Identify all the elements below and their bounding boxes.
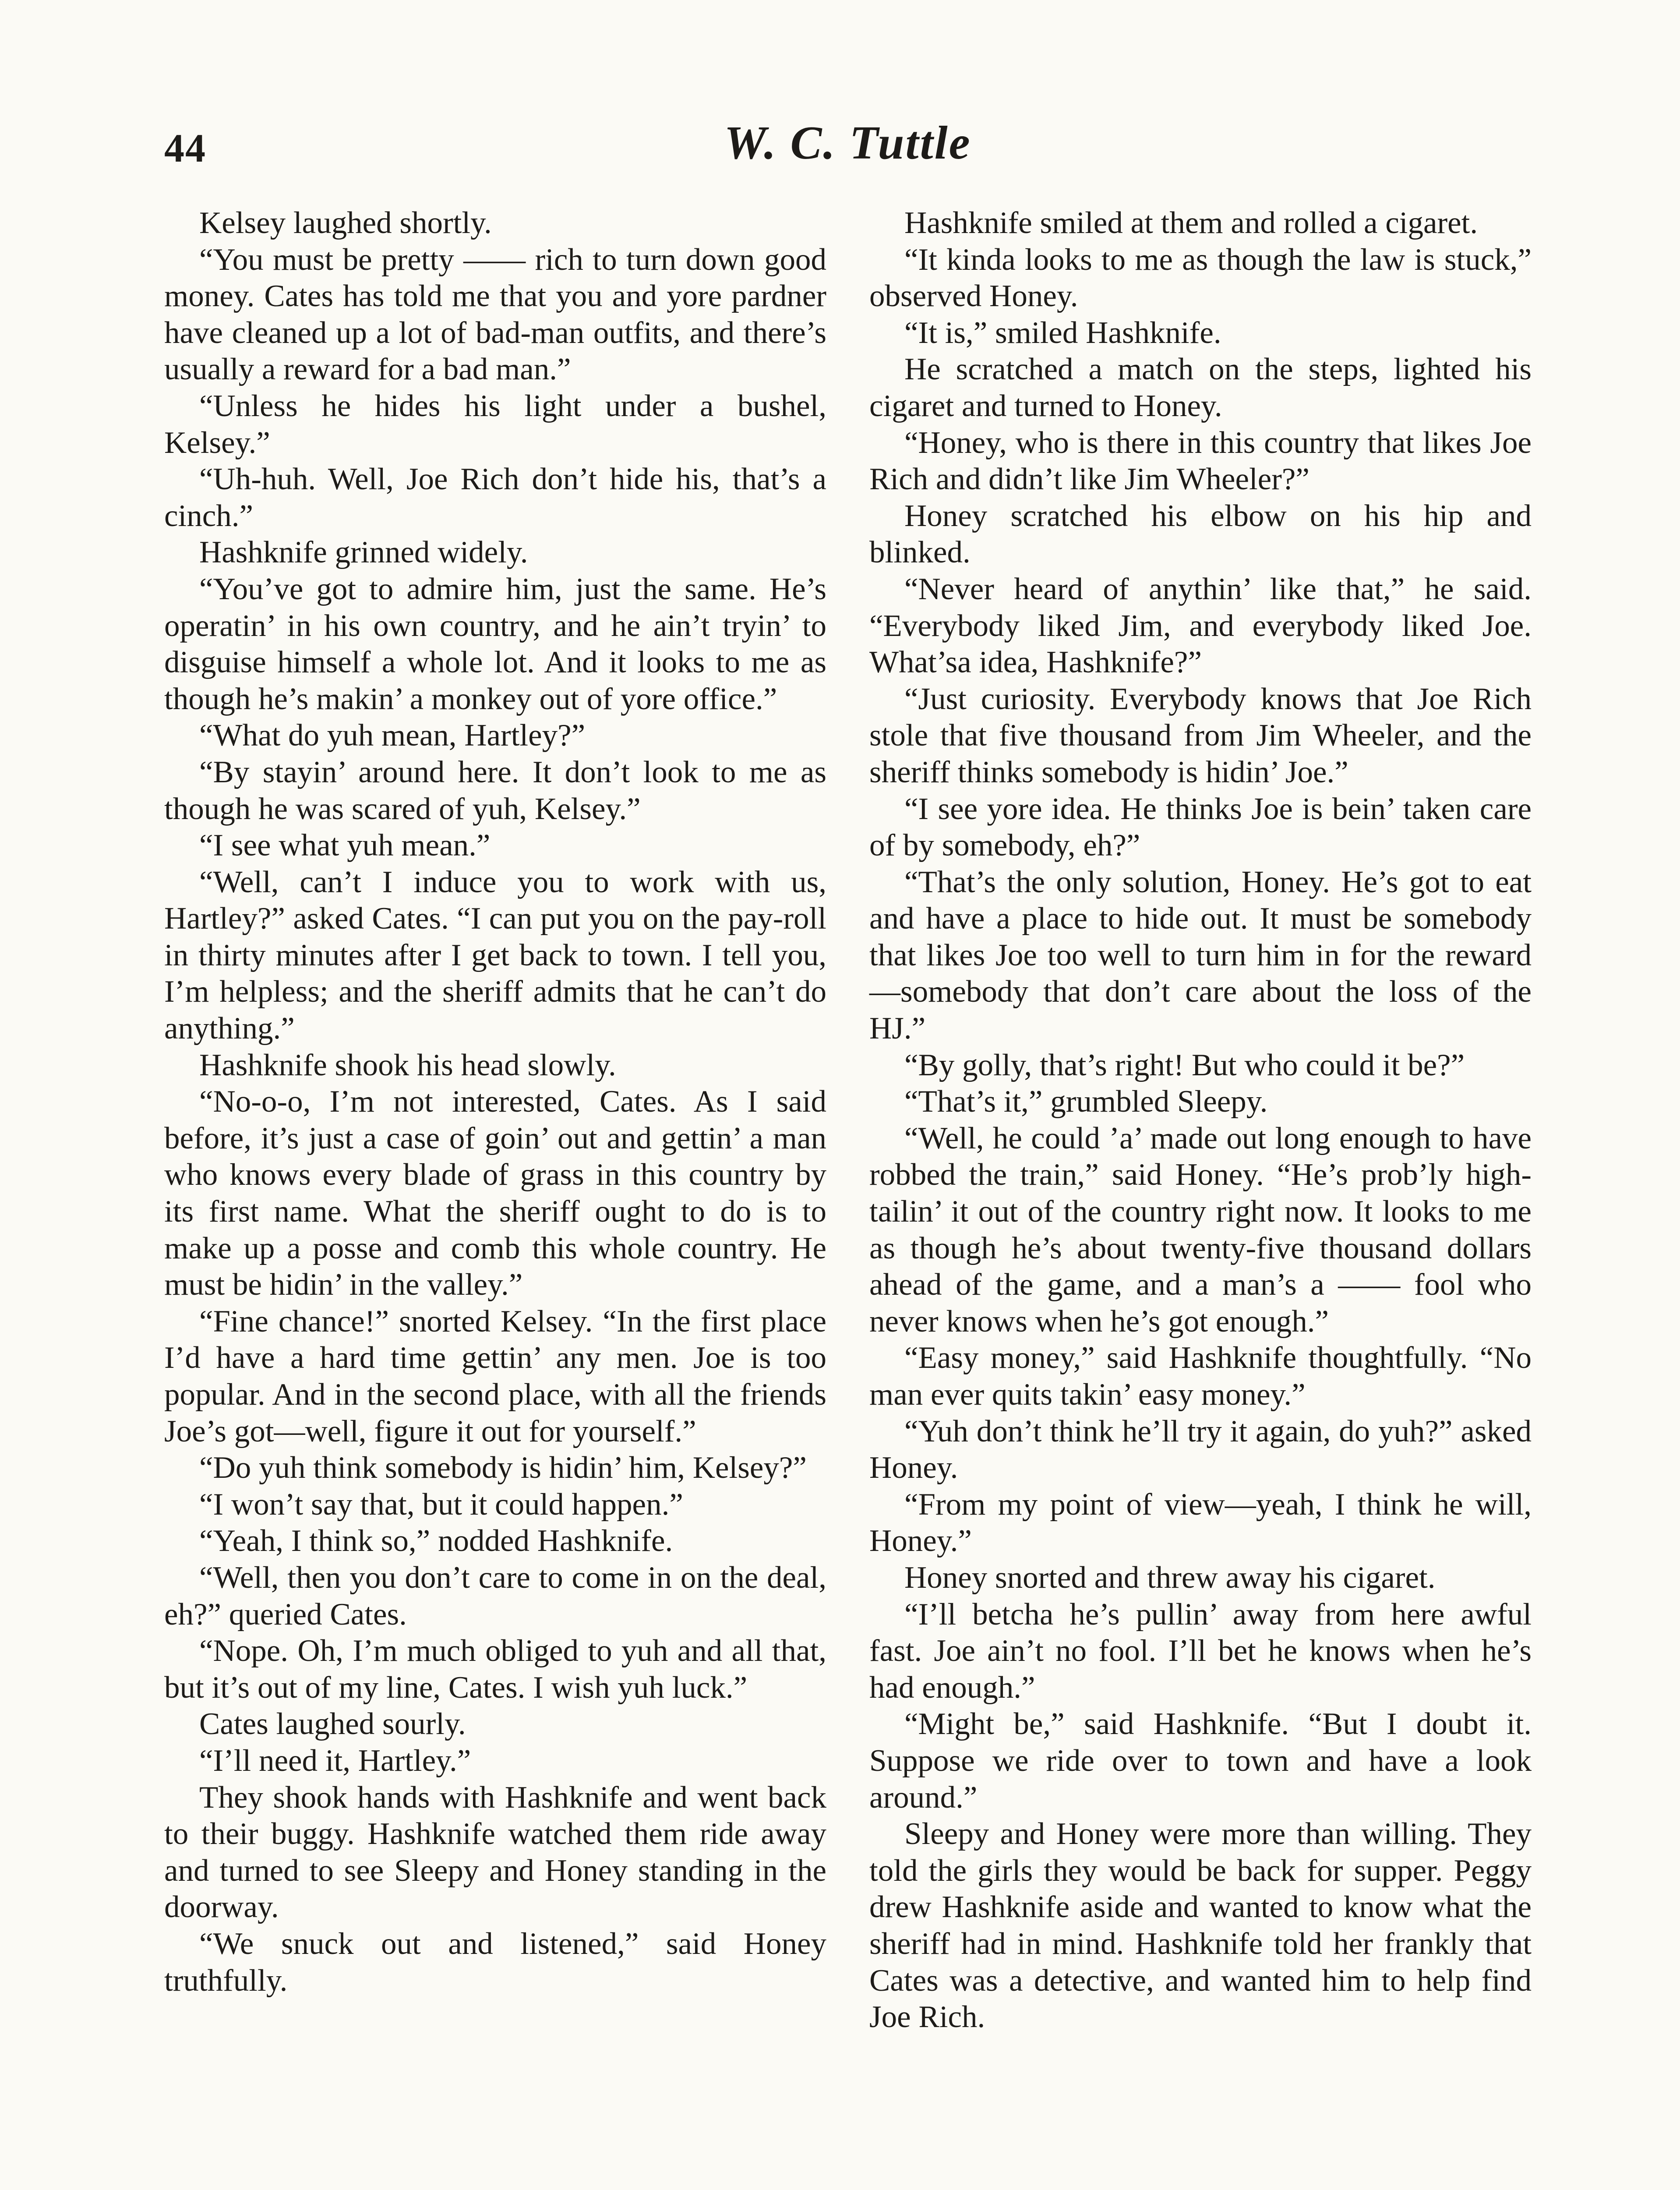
paragraph: “By golly, that’s right! But who could it be?” <box>904 1048 1465 1082</box>
paragraph: “No-o-o, I’m not interested, Cates. As I said before, it’s just a case of goin’ out and gettin’ a man who knows every blade of grass in this country by its first name. What the sheriff ought to do is to make up a posse and comb this whole country. He must be hidin’ in the valley.” <box>164 1084 826 1302</box>
paragraph: Hashknife grinned widely. <box>199 535 528 570</box>
paragraph: “I won’t say that, but it could happen.” <box>199 1487 683 1522</box>
paragraph: Cates laughed sourly. <box>199 1707 466 1741</box>
right-text-column <box>869 205 1532 2036</box>
paragraph: “That’s it,” grumbled Sleepy. <box>904 1084 1268 1119</box>
paragraph: “Unless he hides his light under a bushel, Kelsey.” <box>164 389 826 460</box>
paragraph: “From my point of view—yeah, I think he will, Honey.” <box>869 1487 1532 1558</box>
paragraph: Hashknife shook his head slowly. <box>199 1048 616 1082</box>
page-number: 44 <box>164 126 206 170</box>
paragraph: “I’ll need it, Hartley.” <box>199 1743 471 1778</box>
page-header <box>164 112 1531 169</box>
paragraph: They shook hands with Hashknife and went back to their buggy. Hashknife watched them ride away and turned to see Sleepy and Honey standing in the doorway. <box>164 1780 826 1925</box>
paragraph: “I’ll betcha he’s pullin’ away from here awful fast. Joe ain’t no fool. I’ll bet he knows when he’s had enough.” <box>869 1597 1532 1705</box>
paragraph: “What do yuh mean, Hartley?” <box>199 718 586 753</box>
paragraph: “Well, he could ’a’ made out long enough to have robbed the train,” said Honey. “He’s prob’ly high-tailin’ it out of the country right now. It looks to me as though he’s about twenty-five thousand dollars ahead of the game, and a man’s a —— fool who never knows when he’s got enough.” <box>869 1121 1532 1339</box>
paragraph: “Fine chance!” snorted Kelsey. “In the first place I’d have a hard time gettin’ any men. Joe is too popular. And in the second place, with all the friends Joe’s got—well, figure it out for yourself.” <box>164 1304 826 1448</box>
paragraph: Honey snorted and threw away his cigaret. <box>904 1560 1436 1595</box>
paragraph: Kelsey laughed shortly. <box>199 206 492 240</box>
paragraph: “Yuh don’t think he’ll try it again, do yuh?” asked Honey. <box>869 1414 1532 1485</box>
paragraph: “Yeah, I think so,” nodded Hashknife. <box>199 1524 673 1558</box>
paragraph: “That’s the only solution, Honey. He’s got to eat and have a place to hide out. It must be somebody that likes Joe too well to turn him in for the reward—somebody that don’t care about the loss of the HJ.” <box>869 865 1532 1046</box>
paragraph: “You’ve got to admire him, just the same. He’s operatin’ in his own country, and he ain’t tryin’ to disguise himself a whole lot. And it looks to me as though he’s makin’ a monkey out of yore office.” <box>164 572 826 716</box>
paragraph: “Might be,” said Hashknife. “But I doubt it. Suppose we ride over to town and have a look around.” <box>869 1707 1532 1815</box>
paragraph: “Just curiosity. Everybody knows that Joe Rich stole that five thousand from Jim Wheeler, and the sheriff thinks somebody is hidin’ Joe.” <box>869 682 1532 789</box>
paragraph: “Never heard of anythin’ like that,” he said. “Everybody liked Jim, and everybody liked Joe. What’sa idea, Hashknife?” <box>869 572 1532 680</box>
paragraph: “We snuck out and listened,” said Honey truthfully. <box>164 1926 826 1998</box>
paragraph: “It kinda looks to me as though the law is stuck,” observed Honey. <box>869 242 1532 314</box>
paragraph: “I see what yuh mean.” <box>199 828 491 863</box>
left-text-column <box>164 205 826 1999</box>
paragraph: “You must be pretty —— rich to turn down good money. Cates has told me that you and yore pardner have cleaned up a lot of bad-man outfits, and there’s usually a reward for a bad man.” <box>164 242 826 387</box>
paragraph: Sleepy and Honey were more than willing. They told the girls they would be back for supper. Peggy drew Hashknife aside and wanted to know what the sheriff had in mind. Hashknife told her frankly that Cates was a detective, and wanted him to help find Joe Rich. <box>869 1817 1532 2035</box>
paragraph: “Well, then you don’t care to come in on the deal, eh?” queried Cates. <box>164 1560 826 1632</box>
paragraph: “Uh-huh. Well, Joe Rich don’t hide his, that’s a cinch.” <box>164 462 826 533</box>
paragraph: “I see yore idea. He thinks Joe is bein’ taken care of by somebody, eh?” <box>869 791 1532 863</box>
paragraph: He scratched a match on the steps, lighted his cigaret and turned to Honey. <box>869 352 1532 423</box>
paragraph: “Well, can’t I induce you to work with us, Hartley?” asked Cates. “I can put you on the pay-roll in thirty minutes after I get back to town. I tell you, I’m helpless; and the sheriff admits that he can’t do anything.” <box>164 865 826 1046</box>
running-head-author: W. C. Tuttle <box>724 117 971 169</box>
paragraph: Hashknife smiled at them and rolled a cigaret. <box>904 206 1478 240</box>
paragraph: “By stayin’ around here. It don’t look to me as though he was scared of yuh, Kelsey.” <box>164 755 826 826</box>
paragraph: “Nope. Oh, I’m much obliged to yuh and all that, but it’s out of my line, Cates. I wish yuh luck.” <box>164 1634 826 1705</box>
paragraph: “Easy money,” said Hashknife thoughtfully. “No man ever quits takin’ easy money.” <box>869 1341 1532 1412</box>
paragraph: “Honey, who is there in this country that likes Joe Rich and didn’t like Jim Wheeler?” <box>869 425 1532 497</box>
paragraph: Honey scratched his elbow on his hip and blinked. <box>869 498 1532 570</box>
paragraph: “Do yuh think somebody is hidin’ him, Kelsey?” <box>199 1451 807 1485</box>
paragraph: “It is,” smiled Hashknife. <box>904 315 1221 350</box>
